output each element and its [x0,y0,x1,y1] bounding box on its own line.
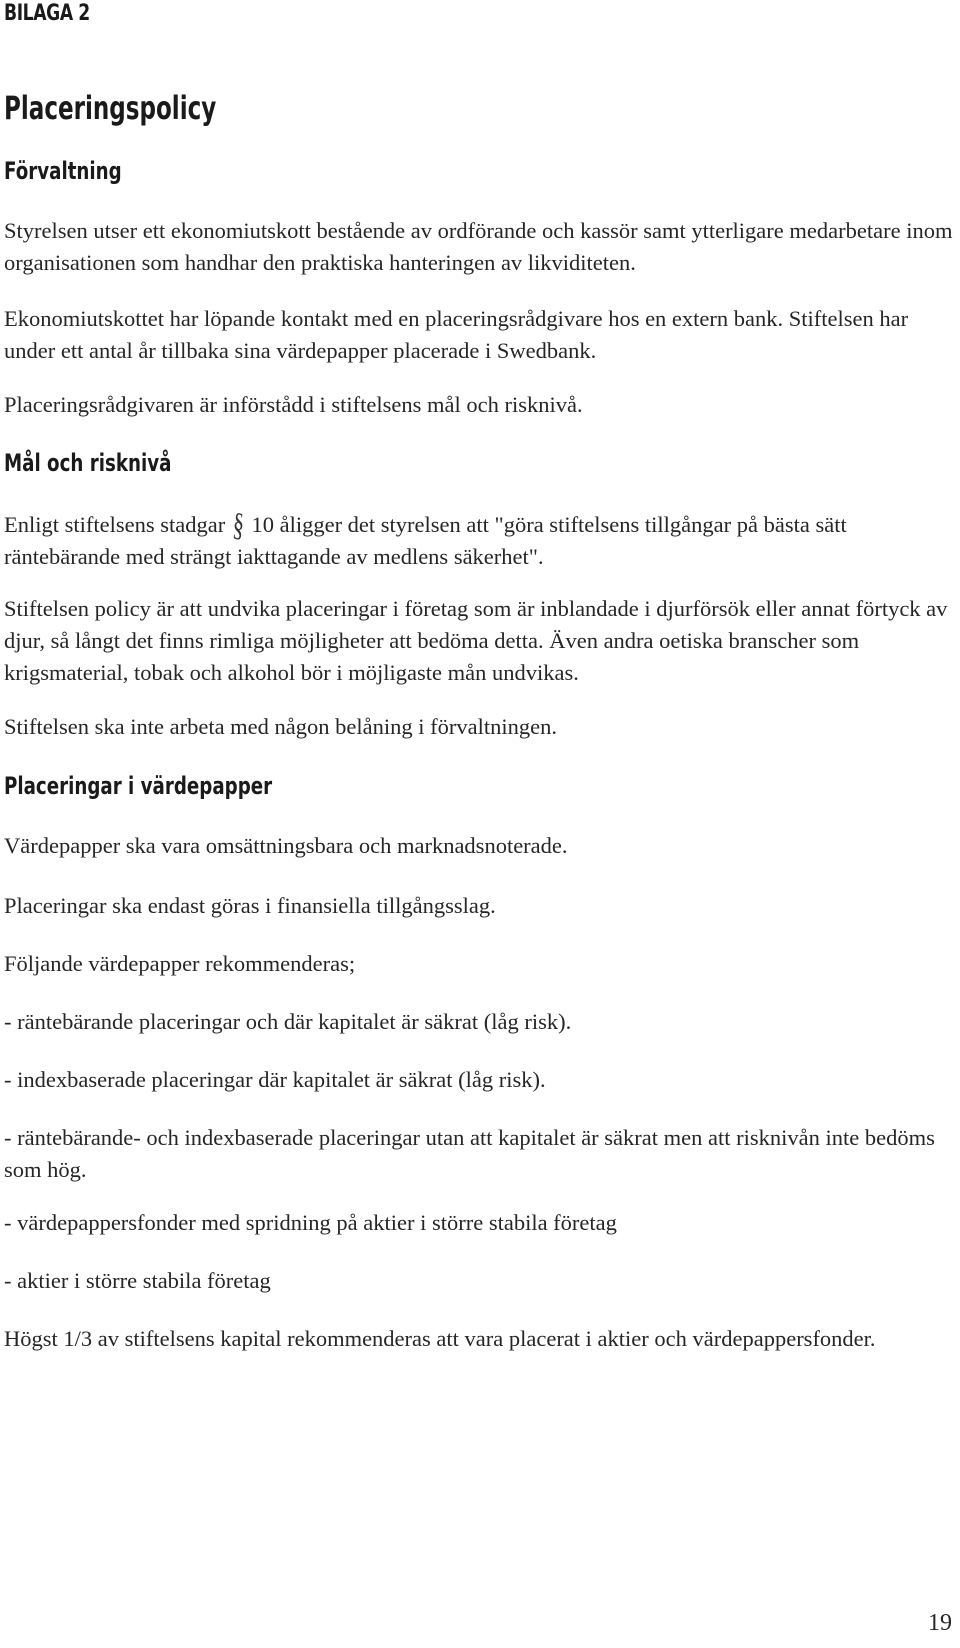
paragraph-statutes [4,504,954,573]
list-item: - aktier i större stabila företag [4,1268,271,1293]
paragraph-advisor: Placeringsrådgivaren är införstådd i stiftelsens mål och risknivå. [4,392,583,417]
section-heading-goals-risk: Mål och risknivå [4,449,172,477]
section-heading-forvaltning: Förvaltning [4,157,122,185]
paragraph-committee: Styrelsen utser ett ekonomiutskott bestående av ordförande och kassör samt ytterligare medarbetare inom organisationen som handhar den praktiska hanteringen av likviditeten. [4,218,953,275]
paragraph-tradeable: Värdepapper ska vara omsättningsbara och marknadsnoterade. [4,833,568,858]
section-sign-glyph: § [231,504,246,544]
paragraph-recommended-intro: Följande värdepapper rekommenderas; [4,951,356,976]
list-item: - räntebärande placeringar och där kapitalet är säkrat (låg risk). [4,1009,572,1034]
paragraph-bank-contact: Ekonomiutskottet har löpande kontakt med en placeringsrådgivare hos en extern bank. Stiftelsen har under ett antal år tillbaka sina värdepapper placerade i Swedbank. [4,306,909,363]
section-heading-securities: Placeringar i värdepapper [4,772,273,800]
paragraph-no-leverage: Stiftelsen ska inte arbeta med någon belåning i förvaltningen. [4,714,557,739]
paragraph-ethics-policy: Stiftelsen policy är att undvika placeringar i företag som är inblandade i djurförsök eller annat förtyck av djur, så långt det finns rimliga möjligheter att bedöma detta. Även andra oetiska branscher som krigsmaterial, tobak och alkohol bör i möjligaste mån undvikas. [4,596,948,685]
statute-text-after: 10 åligger det styrelsen att "göra stiftelsens tillgångar på bästa sätt räntebärande med strängt iakttagande av medlens säkerhet". [4,512,847,569]
statute-text-before: Enligt stiftelsens stadgar [4,512,226,537]
list-item: - indexbaserade placeringar där kapitalet är säkrat (låg risk). [4,1067,546,1092]
list-item: - värdepappersfonder med spridning på aktier i större stabila företag [4,1210,617,1235]
paragraph-financial-assets: Placeringar ska endast göras i finansiella tillgångsslag. [4,893,496,918]
list-item: - räntebärande- och indexbaserade placeringar utan att kapitalet är säkrat men att risknivån inte bedöms som hög. [4,1125,935,1182]
appendix-label: BILAGA 2 [4,1,90,26]
paragraph-equity-cap: Högst 1/3 av stiftelsens kapital rekommenderas att vara placerat i aktier och värdepappersfonder. [4,1326,876,1351]
page-title: Placeringspolicy [4,89,217,127]
page-number: 19 [928,1610,952,1636]
